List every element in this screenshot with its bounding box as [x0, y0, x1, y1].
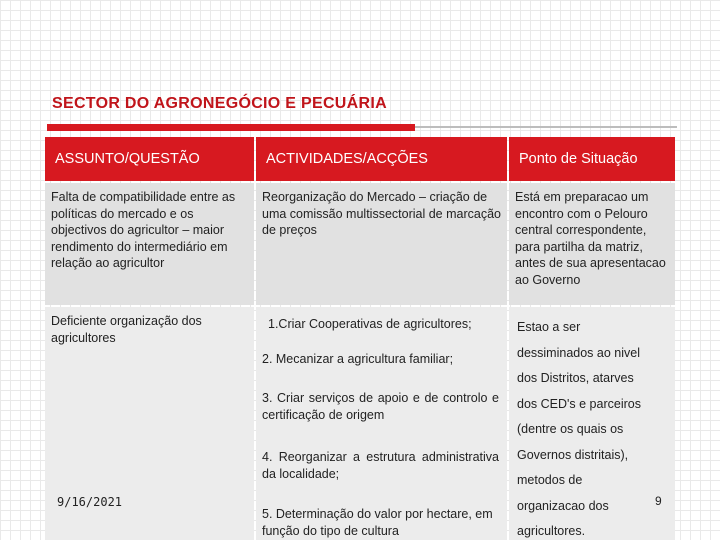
- title-underline-gray: [415, 126, 677, 128]
- status-line: metodos de: [517, 473, 583, 487]
- action-item: 4. Reorganizar a estrutura administrativa da localidade;: [262, 450, 499, 481]
- header-issue: ASSUNTO/QUESTÃO: [45, 137, 254, 181]
- slide-title: SECTOR DO AGRONEGÓCIO E PECUÁRIA: [52, 95, 387, 112]
- row2-status: [509, 307, 675, 540]
- page-number: 9: [655, 494, 662, 508]
- status-line: dos Distritos, atarves: [517, 371, 634, 385]
- row1-actions: Reorganização do Mercado – criação de uma comissão multissectorial de marcação de preços: [256, 183, 507, 305]
- action-item: 5. Determinação do valor por hectare, em função do tipo de cultura: [262, 507, 493, 538]
- title-underline-red: [47, 124, 415, 131]
- action-item: 2. Mecanizar a agricultura familiar;: [262, 352, 454, 366]
- status-line: dessiminados ao nivel: [517, 346, 640, 360]
- status-line: organizacao dos: [517, 499, 609, 513]
- status-table: [45, 137, 675, 540]
- status-line: Governos distritais),: [517, 448, 629, 462]
- status-line: (dentre os quais os: [517, 422, 624, 436]
- row2-actions: [256, 307, 507, 540]
- row2-issue: Deficiente organização dos agricultores: [45, 307, 254, 540]
- footer-date: 9/16/2021: [57, 495, 123, 509]
- header-actions: ACTIVIDADES/ACÇÕES: [256, 137, 507, 181]
- action-item: 1.Criar Cooperativas de agricultores;: [268, 317, 472, 331]
- row1-issue: Falta de compatibilidade entre as políticas do mercado e os objectivos do agricultor – maior rendimento do intermediário em relação ao agricultor: [45, 183, 254, 305]
- status-line: dos CED's e parceiros: [517, 397, 641, 411]
- status-line: Estao a ser: [517, 320, 581, 334]
- row1-status: Está em preparacao um encontro com o Pelouro central correspondente, para partilha da matriz, antes de sua apresentacao ao Governo: [509, 183, 675, 305]
- status-line: agricultores.: [517, 524, 586, 538]
- action-item: 3. Criar serviços de apoio e de controlo e certificação de origem: [262, 391, 499, 422]
- header-status: Ponto de Situação: [509, 137, 675, 181]
